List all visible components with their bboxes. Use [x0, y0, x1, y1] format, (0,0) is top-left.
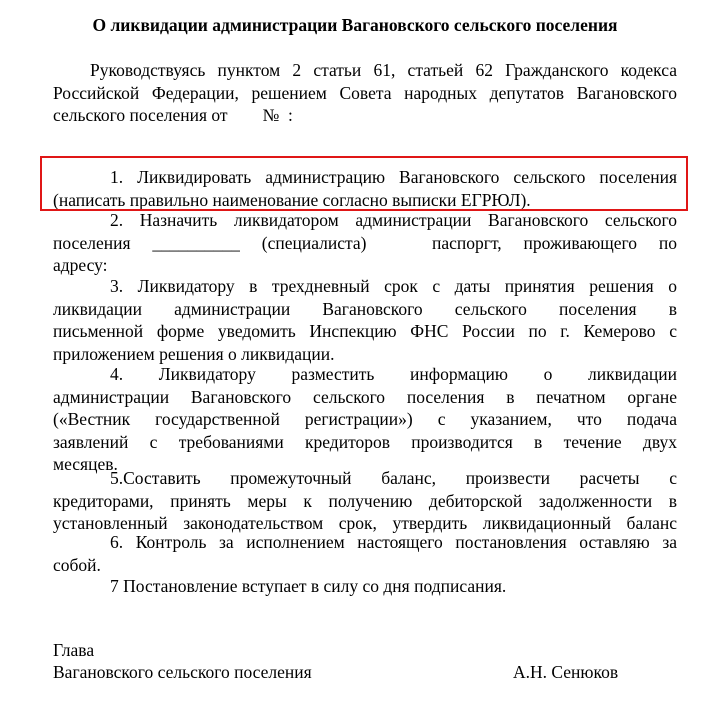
item-line: ликвидации администрации Вагановского сельского поселения в	[53, 298, 677, 319]
signature-position-line2: Вагановского сельского поселения	[53, 662, 312, 682]
item-line: 7 Постановление вступает в силу со дня подписания.	[110, 576, 507, 596]
preamble-line: сельского поселения от № :	[53, 105, 293, 125]
item-line: (написать правильно наименование согласно выписки ЕГРЮЛ).	[53, 189, 531, 210]
item-line: письменной форме уведомить Инспекцию ФНС России по г. Кемерово с	[53, 321, 677, 341]
item-line: администрации Вагановского сельского поселения в печатном органе	[53, 386, 677, 407]
preamble-paragraph	[53, 59, 677, 127]
item-line: 5.Составить промежуточный баланс, произвести расчеты с	[110, 468, 677, 488]
highlight-box	[40, 156, 688, 211]
item-5-paragraph	[53, 467, 677, 535]
item-line: 6. Контроль за исполнением настоящего постановления оставляю за	[110, 532, 677, 552]
item-line: кредиторами, принять меры к получению дебиторской задолженности в	[53, 490, 677, 511]
item-line: 1. Ликвидировать администрацию Вагановского сельского поселения	[110, 167, 677, 187]
item-7-paragraph	[53, 575, 677, 598]
item-line: установленный законодательством срок, утвердить ликвидационный баланс	[53, 513, 677, 533]
item-line: 3. Ликвидатору в трехдневный срок с даты принятия решения о	[110, 276, 677, 296]
item-line: («Вестник государственной регистрации») с указанием, что подача	[53, 409, 677, 429]
item-line: адресу:	[53, 255, 108, 275]
item-line: 4. Ликвидатору разместить информацию о ликвидации	[110, 364, 677, 384]
item-line: собой.	[53, 554, 101, 575]
item-4-paragraph	[53, 363, 677, 476]
item-3-paragraph	[53, 275, 677, 365]
preamble-line: Российской Федерации, решением Совета народных депутатов Вагановского	[53, 82, 677, 103]
item-line: месяцев.	[53, 454, 118, 474]
item-line: поселения __________ (специалиста) паспоргт, проживающего по	[53, 232, 677, 253]
document-title: О ликвидации администрации Вагановского сельского поселения	[92, 15, 618, 35]
signature-position-line1: Глава	[53, 640, 95, 660]
signature-name: А.Н. Сенюков	[513, 662, 619, 682]
item-line: заявлений с требованиями кредиторов производится в течение двух	[53, 431, 677, 452]
item-line: 2. Назначить ликвидатором администрации Вагановского сельского	[110, 210, 677, 230]
item-6-paragraph	[53, 531, 677, 576]
item-2-paragraph	[53, 209, 677, 277]
preamble-line: Руководствуясь пунктом 2 статьи 61, статьей 62 Гражданского кодекса	[90, 60, 677, 80]
item-line: приложением решения о ликвидации.	[53, 343, 335, 364]
